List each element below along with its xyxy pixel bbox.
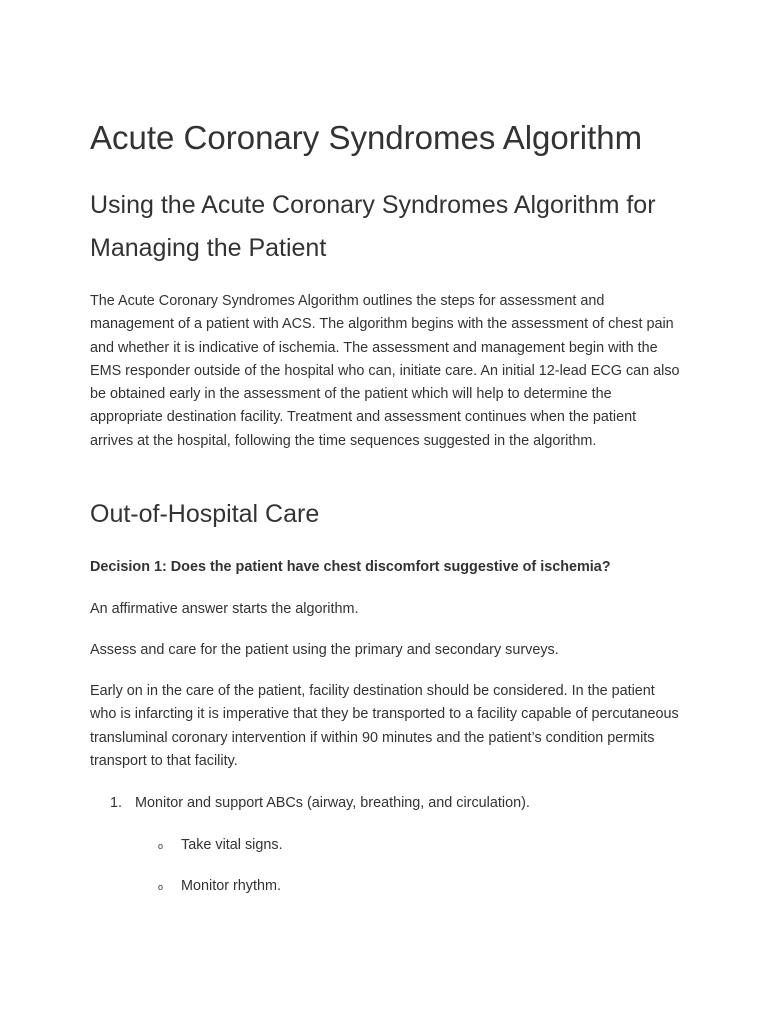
sub-bullet-text: Take vital signs. — [181, 837, 283, 853]
page-title: Acute Coronary Syndromes Algorithm — [90, 119, 643, 156]
list-item-text: Monitor and support ABCs (airway, breathing, and circulation). — [135, 795, 530, 811]
intro-paragraph: The Acute Coronary Syndromes Algorithm outlines the steps for assessment and management of a patient with ACS. The algorithm begins with the assessment of chest pain and whether it is indicative of ischemia. The assessment and management begin with the EMS responder outside of the hospital who can, initiate care. An initial 12-lead ECG can also be obtained early in the assessment of the patient which will help to determine the appropriate destination facility. Treatment and assessment continues when the patient arrives at the hospital, following the time sequences suggested in the algorithm. — [90, 293, 680, 449]
page-subtitle: Using the Acute Coronary Syndromes Algorithm for Managing the Patient — [90, 191, 656, 262]
paragraph-assess: Assess and care for the patient using the primary and secondary surveys. — [90, 642, 559, 658]
list-number: 1. — [110, 795, 123, 811]
circle-bullet-icon: o — [158, 841, 164, 851]
paragraph-affirmative: An affirmative answer starts the algorithm. — [90, 601, 359, 617]
numbered-list-item — [110, 792, 530, 815]
circle-bullet-icon: o — [158, 882, 164, 892]
sub-bullet-text: Monitor rhythm. — [181, 878, 281, 894]
paragraph-destination: Early on in the care of the patient, facility destination should be considered. In the patient who is infarcting it is imperative that they be transported to a facility capable of percutaneous transluminal coronary intervention if within 90 minutes and the patient’s condition permits transport to that facility. — [90, 683, 679, 769]
section-heading: Out-of-Hospital Care — [90, 500, 320, 528]
sub-bullet-item — [158, 834, 283, 858]
decision-heading: Decision 1: Does the patient have chest discomfort suggestive of ischemia? — [90, 559, 611, 575]
sub-bullet-item — [158, 875, 281, 899]
